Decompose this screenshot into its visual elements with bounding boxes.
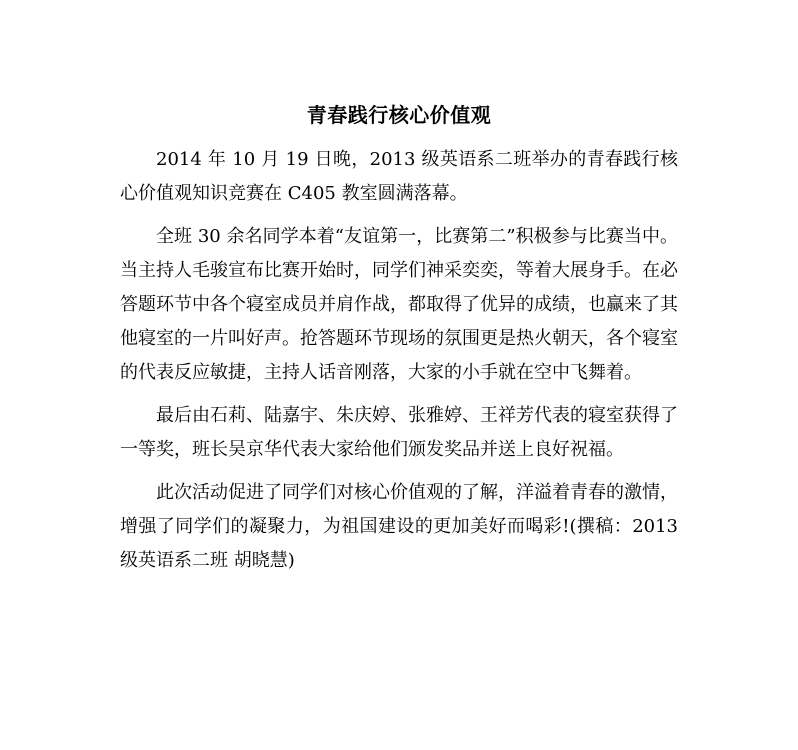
document-title: 青春践行核心价值观 [306,103,492,127]
paragraph-1: 2014 年 10 月 19 日晚，2013 级英语系二班举办的青春践行核心价值观知识竞赛在 C405 教室圆满落幕。 [120,149,678,204]
document-body [120,143,678,578]
paragraph-3: 最后由石莉、陆嘉宇、朱庆婷、张雅婷、王祥芳代表的寝室获得了一等奖，班长吴京华代表大家给他们颁发奖品并送上良好祝福。 [120,405,678,460]
paragraph-2: 全班 30 余名同学本着“友谊第一，比赛第二”积极参与比赛当中。当主持人毛骏宣布比赛开始时，同学们神采奕奕，等着大展身手。在必答题环节中各个寝室成员并肩作战，都取得了优异的成绩，也赢来了其他寝室的一片叫好声。抢答题环节现场的氛围更是热火朝天，各个寝室的代表反应敏捷，主持人话音刚落，大家的小手就在空中飞舞着。 [120,226,678,383]
paragraph-4: 此次活动促进了同学们对核心价值观的了解，洋溢着青春的激情，增强了同学们的凝聚力，为祖国建设的更加美好而喝彩!(撰稿：2013 级英语系二班 胡晓慧) [120,482,678,571]
